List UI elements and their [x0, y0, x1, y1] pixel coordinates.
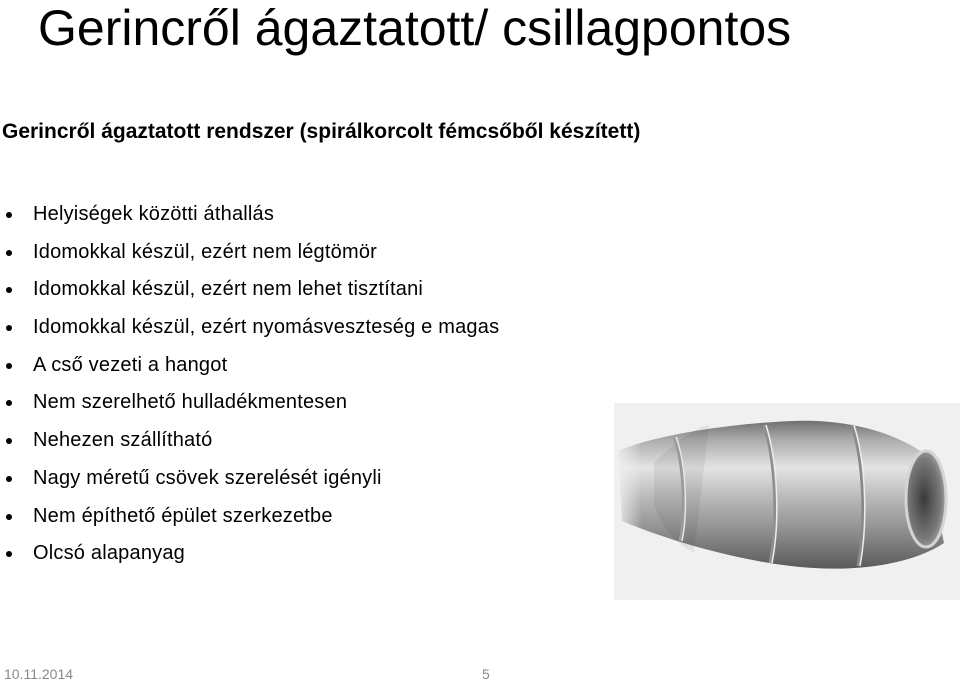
bullet-text: Nem szerelhető hulladékmentesen	[33, 391, 348, 414]
bullet-dot-icon	[6, 287, 12, 293]
bullet-item	[0, 498, 499, 536]
bullet-dot-icon	[6, 476, 12, 482]
bullet-dot-icon	[6, 325, 12, 331]
slide-title: Gerincről ágaztatott/ csillagpontos	[38, 0, 792, 56]
bullet-text: A cső vezeti a hangot	[33, 353, 228, 376]
bullet-text: Nehezen szállítható	[33, 429, 213, 452]
bullet-dot-icon	[6, 250, 12, 256]
bullet-text: Nem építhető épület szerkezetbe	[33, 504, 333, 527]
bullet-item	[0, 347, 499, 385]
spiral-duct-pipe-icon	[614, 403, 960, 600]
bullet-item	[0, 422, 499, 460]
bullet-text: Idomokkal készül, ezért nyomásveszteség e magas	[33, 316, 500, 339]
bullet-item	[0, 234, 499, 272]
bullet-item	[0, 309, 499, 347]
bullet-dot-icon	[6, 212, 12, 218]
bullet-dot-icon	[6, 363, 12, 369]
bullet-text: Helyiségek közötti áthallás	[33, 203, 275, 225]
bullet-item	[0, 384, 499, 422]
bullet-item	[0, 535, 499, 573]
bullet-dot-icon	[6, 400, 12, 406]
footer-date: 10.11.2014	[4, 666, 74, 682]
bullet-list	[0, 196, 499, 573]
bullet-dot-icon	[6, 514, 12, 520]
bullet-dot-icon	[6, 438, 12, 444]
bullet-text: Nagy méretű csövek szerelését igényli	[33, 466, 382, 489]
bullet-item	[0, 271, 499, 309]
bullet-text: Olcsó alapanyag	[33, 542, 185, 565]
bullet-item	[0, 196, 499, 234]
slide-subtitle: Gerincről ágaztatott rendszer (spirálkorcolt fémcsőből készített)	[2, 120, 641, 143]
bullet-text: Idomokkal készül, ezért nem lehet tisztítani	[33, 278, 424, 301]
bullet-dot-icon	[6, 551, 12, 557]
bullet-text: Idomokkal készül, ezért nem légtömör	[33, 240, 378, 263]
bullet-item	[0, 460, 499, 498]
page-number: 5	[482, 666, 490, 682]
spiral-duct-pipe-image	[614, 403, 960, 600]
